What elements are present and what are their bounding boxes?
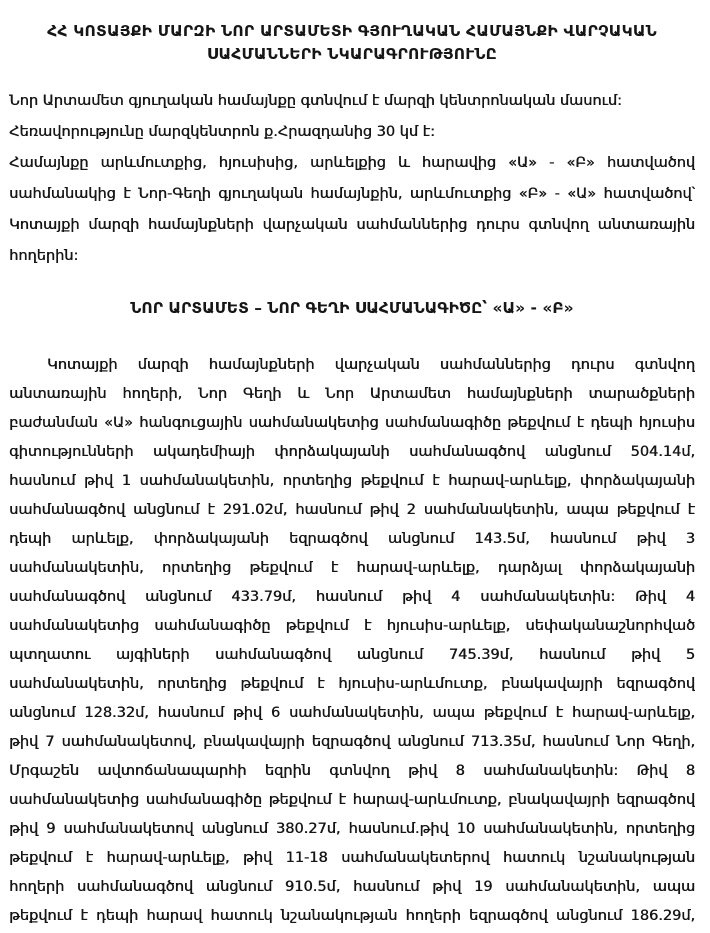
document-title-line-1: ՀՀ ԿՈՏԱՅՔԻ ՄԱՐԶԻ ՆՈՐ ԱՐՏԱՄԵՏԻ ԳՅՈՒՂԱԿԱՆ ՀԱՄԱՅՆՔԻ ՎԱՐՉԱԿԱՆ xyxy=(47,22,657,40)
text-line: Կոտայքի մարզի համայնքների վարչական սահմաններից դուրս գտնվող xyxy=(47,357,695,373)
text-line: սահմանակետին, որտեղից թեքվում է հարավ-արևելք, դարձյալ փորձակայանի xyxy=(9,560,695,576)
boundary-description-paragraph xyxy=(9,351,695,931)
text-line: անցնում 128.32մ, հասնում թիվ 6 սահմանակետին, ապա թեքվում է հարավ-արևելք, xyxy=(9,705,695,721)
text-line: Կոտայքի մարզի համայնքների վարչական սահմաններից դուրս գտնվող անտառային xyxy=(9,217,695,233)
text-line: գիտությունների ակադեմիայի փորձակայանի սահմանագծով անցնում 504.14մ, xyxy=(9,444,695,460)
text-line: անտառային հողերի, Նոր Գեղի և Նոր Արտամետ համայնքների տարածքների xyxy=(9,386,695,402)
text-line: հասնում թիվ 1 սահմանակետին, որտեղից թեքվում է հարավ-արևելք, փորձակայանի xyxy=(9,473,695,489)
text-line: հողերին: xyxy=(9,248,79,264)
text-line: պտղատու այգիների սահմանագծով անցնում 745.39մ, հասնում թիվ 5 xyxy=(9,647,695,663)
text-line: սահմանակետից սահմանագիծը թեքվում է հարավ-արևմուտք, բնակավայրի եզրագծով xyxy=(9,792,695,808)
intro-paragraph xyxy=(9,86,695,272)
document-title xyxy=(9,20,695,66)
text-line: դեպի արևելք, փորձակայանի եզրագծով անցնում 143.5մ, հասնում թիվ 3 xyxy=(9,531,695,547)
text-line: Հեռավորությունը մարզկենտրոն ք.Հրազդանից 30 կմ է: xyxy=(9,124,435,140)
text-line: հողերի սահմանագծով անցնում 910.5մ, հասնում թիվ 19 սահմանակետին, ապա xyxy=(9,879,695,895)
text-line: թիվ 7 սահմանակետով, բնակավայրի եզրագծով անցնում 713.35մ, հասնում Նոր Գեղի, xyxy=(9,734,695,750)
text-line: սահմանակետին, որտեղից թեքվում է հյուսիս-արևմուտք, բնակավայրի եզրագծով xyxy=(9,676,695,692)
text-line: սահմանակետից սահմանագիծը թեքվում է հյուսիս-արևելք, սեփականաշնորհված xyxy=(9,618,695,634)
text-line: բաժանման «Ա» հանգուցային սահմանակետից սահմանագիծը թեքվում է դեպի հյուսիս xyxy=(9,415,695,431)
text-line: սահմանագծով անցնում 433.79մ, հասնում թիվ 4 սահմանակետին: Թիվ 4 xyxy=(9,589,695,605)
text-line: Համայնքը արևմուտքից, հյուսիսից, արևելքից և հարավից «Ա» - «Բ» հատվածով xyxy=(9,155,695,171)
text-line: թեքվում է հարավ-արևելք, թիվ 11-18 սահմանակետերով հատուկ նշանակության xyxy=(9,850,695,866)
text-line: Մրգաշեն ավտոճանապարհի եզրին գտնվող թիվ 8 սահմանակետին: Թիվ 8 xyxy=(9,763,695,779)
text-line: սահմանագծով անցնում է 291.02մ, հասնում թիվ 2 սահմանակետին, ապա թեքվում է xyxy=(9,502,695,518)
text-line: թեքվում է դեպի հարավ հատուկ նշանակության հողերի եզրագծով անցնում 186.29մ, xyxy=(9,908,695,924)
text-line: սահմանակից է Նոր-Գեղի գյուղական համայնքին, արևմուտքից «Բ» - «Ա» հատվածով՝ xyxy=(9,186,695,202)
text-line: թիվ 9 սահմանակետով անցնում 380.27մ, հասնում.թիվ 10 սահմանակետին, որտեղից xyxy=(9,821,695,837)
text-line: Նոր Արտամետ գյուղական համայնքը գտնվում է մարզի կենտրոնական մասում: xyxy=(9,93,622,109)
document-title-line-2: ՍԱՀՄԱՆՆԵՐԻ ՆԿԱՐԱԳՐՈՒԹՅՈՒՆԸ xyxy=(206,45,498,63)
section-heading: ՆՈՐ ԱՐՏԱՄԵՏ – ՆՈՐ ԳԵՂԻ ՍԱՀՄԱՆԱԳԻԾԸ՝ «Ա» - «Բ» xyxy=(130,299,574,317)
